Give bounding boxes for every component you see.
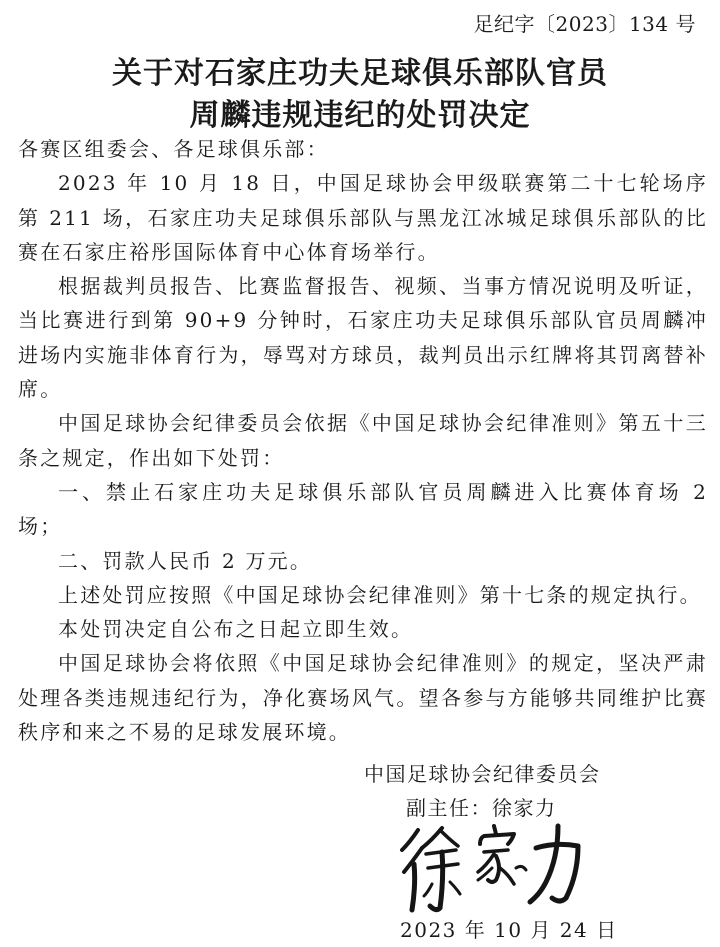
document-title-line-2: 周麟违规违纪的处罚决定 (189, 98, 531, 133)
salutation: 各赛区组委会、各足球俱乐部： (18, 137, 329, 161)
penalty-item-fine: 二、罚款人民币 2 万元。 (58, 548, 313, 573)
paragraph-ruling-basis: 中国足球协会纪律委员会依据《中国足球协会纪律准则》第五十三条之规定，作出如下处罚： (18, 411, 708, 470)
paragraph-match-info: 2023 年 10 月 18 日，中国足球协会甲级联赛第二十七轮场序第 211 场，石家庄功夫足球俱乐部队与黑龙江冰城足球俱乐部队的比赛在石家庄裕彤国际体育中心体育场举行。 (18, 171, 708, 264)
handwritten-signature (396, 818, 606, 918)
paragraph-execution: 上述处罚应按照《中国足球协会纪律准则》第十七条的规定执行。 (58, 582, 702, 607)
issuing-organization: 中国足球协会纪律委员会 (364, 762, 601, 786)
paragraph-effective: 本处罚决定自公布之日起立即生效。 (58, 617, 414, 642)
vice-chair-name: 副主任：徐家力 (406, 796, 557, 820)
paragraph-closing: 中国足球协会将依照《中国足球协会纪律准则》的规定，坚决严肃处理各类违规违纪行为，净化赛场风气。望各参与方能够共同维护比赛秩序和来之不易的足球发展环境。 (18, 651, 708, 745)
paragraph-incident: 根据裁判员报告、比赛监督报告、视频、当事方情况说明及听证，当比赛进行到第 90+9 分钟时，石家庄功夫足球俱乐部队官员周麟冲进场内实施非体育行为，辱骂对方球员，裁判员出示红牌将其罚离替补席。 (18, 274, 708, 402)
document-title-line-1: 关于对石家庄功夫足球俱乐部队官员 (112, 56, 608, 91)
penalty-item-ban: 一、禁止石家庄功夫足球俱乐部队官员周麟进入比赛体育场 2 场； (18, 479, 708, 539)
document-number: 足纪字〔2023〕134 号 (473, 12, 696, 36)
document-date: 2023 年 10 月 24 日 (400, 918, 618, 942)
document-body (18, 132, 708, 749)
